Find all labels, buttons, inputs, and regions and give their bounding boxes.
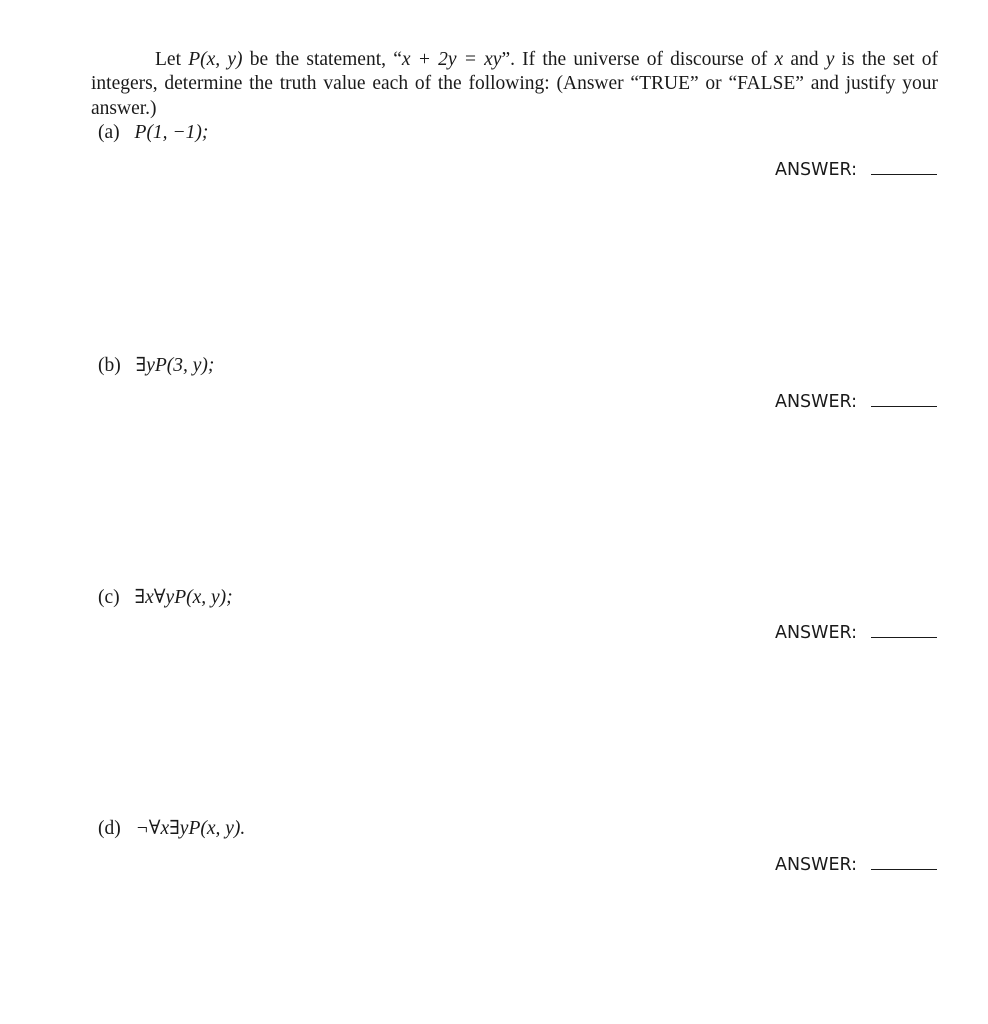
part-label: (b) — [98, 355, 121, 376]
answer-blank[interactable] — [871, 174, 937, 175]
question-part-d — [98, 817, 245, 841]
intro-text: is the set of integers, determine the truth value each of the following: (Answer “TRUE” or “FALSE” and justify your answer.) — [91, 48, 939, 119]
intro-text: Let — [155, 48, 189, 70]
part-expression: P(1, −1); — [134, 122, 209, 143]
intro-text: and — [783, 48, 826, 70]
part-expression: ¬∀x∃yP(x, y). — [135, 818, 246, 839]
answer-label: ANSWER: — [775, 160, 858, 180]
problem-statement — [91, 48, 938, 122]
part-label: (a) — [98, 122, 120, 143]
answer-blank[interactable] — [871, 869, 937, 870]
intro-text: be the statement, “ — [242, 48, 402, 70]
part-label: (c) — [98, 587, 120, 608]
answer-label: ANSWER: — [775, 392, 858, 412]
answer-field-a[interactable] — [775, 158, 938, 182]
question-part-a — [98, 121, 208, 145]
question-part-c — [98, 586, 233, 610]
intro-text: ”. If the universe of discourse of — [501, 48, 775, 70]
part-expression: ∃x∀yP(x, y); — [134, 587, 233, 608]
answer-label: ANSWER: — [775, 855, 858, 875]
answer-field-d[interactable] — [775, 853, 938, 877]
variable-y: y — [825, 48, 835, 70]
answer-field-c[interactable] — [775, 621, 938, 645]
answer-field-b[interactable] — [775, 390, 938, 414]
predicate-definition: P(x, y) — [188, 48, 243, 70]
equation: x + 2y = xy — [401, 48, 502, 70]
part-label: (d) — [98, 818, 121, 839]
variable-x: x — [774, 48, 784, 70]
answer-blank[interactable] — [871, 406, 937, 407]
answer-blank[interactable] — [871, 637, 937, 638]
question-part-b — [98, 354, 214, 378]
part-expression: ∃yP(3, y); — [135, 355, 215, 376]
answer-label: ANSWER: — [775, 623, 858, 643]
